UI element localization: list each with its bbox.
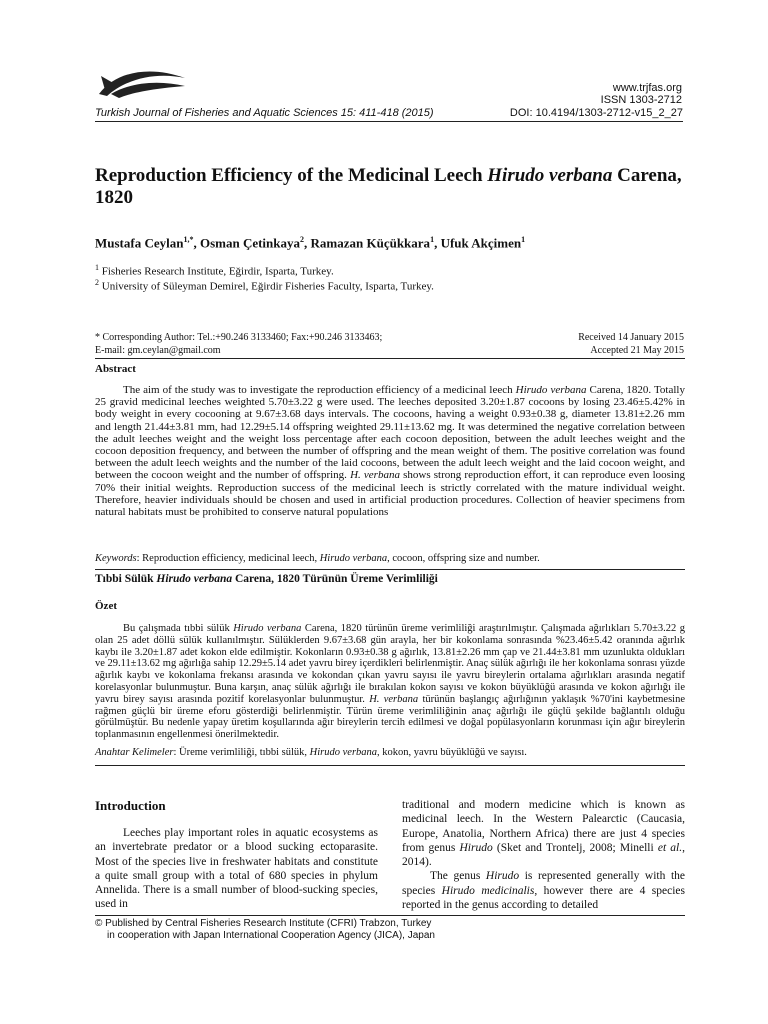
intro-column-left: Leeches play important roles in aquatic ecosystems as an invertebrate predator or a blood sucking ectoparasite. Most of the species live in freshwater habitats and constitute a quite small group with a total of 680 species in phylum Annelida. There is a small number of blood-sucking species, used in bbox=[95, 827, 378, 911]
journal-line bbox=[95, 107, 683, 119]
header-divider bbox=[95, 121, 683, 122]
turkish-abstract-heading: Özet bbox=[95, 600, 117, 612]
journal-name: Turkish Journal of Fisheries and Aquatic Sciences 15: 411-418 (2015) bbox=[95, 107, 434, 119]
turkish-title: Tıbbi Sülük Hirudo verbana Carena, 1820 Türünün Üreme Verimliliği bbox=[95, 573, 438, 585]
introduction-heading: Introduction bbox=[95, 798, 166, 813]
paper-title: Reproduction Efficiency of the Medicinal Leech Hirudo verbana Carena, 1820 bbox=[95, 165, 682, 208]
keywords: Keywords: Reproduction efficiency, medicinal leech, Hirudo verbana, cocoon, offspring size and number. bbox=[95, 553, 540, 564]
received-accepted-dates: Received 14 January 2015 Accepted 21 May 2015 bbox=[578, 332, 684, 356]
intro-column-right: traditional and modern medicine which is known as medicinal leech. In the Western Palearctic (Caucasia, Europe, Anatolia, Northern Africa) there are just 4 species from genus Hirudo (Sket and Trontelj, 2008; Minelli et al., 2014). The genus Hirudo is represented generally with the species Hirudo medicinalis, however there are 4 species reported in the genus according to detailed bbox=[402, 799, 686, 912]
corresponding-author: * Corresponding Author: Tel.:+90.246 3133460; Fax:+90.246 3133463; E-mail: gm.ceylan@gmail.com bbox=[95, 332, 383, 356]
author-email[interactable]: E-mail: gm.ceylan@gmail.com bbox=[95, 345, 221, 356]
section-divider bbox=[95, 358, 685, 359]
author-list: Mustafa Ceylan$^{1,*}$, Osman Çetinkaya$^2$, Ramazan Küçükkara$^1$, Ufuk Akçimen$^1$ bbox=[95, 235, 526, 251]
issn: ISSN 1303-2712 bbox=[600, 94, 682, 106]
abstract-heading: Abstract bbox=[95, 363, 136, 375]
turkish-keywords: Anahtar Kelimeler: Üreme verimliliği, tıbbi sülük, Hirudo verbana, kokon, yavru büyüklüğü ve sayısı. bbox=[95, 747, 527, 758]
fish-logo-icon bbox=[97, 64, 189, 100]
doi-link[interactable]: DOI: 10.4194/1303-2712-v15_2_27 bbox=[509, 107, 683, 119]
affiliation-2: $^2$ University of Süleyman Demirel, Eğirdir Fisheries Faculty, Isparta, Turkey. bbox=[95, 278, 434, 293]
publisher-footer: © Published by Central Fisheries Research Institute (CFRI) Trabzon, Turkey in cooperation with Japan International Cooperation Agency (JICA), Japan bbox=[95, 918, 435, 941]
affiliation-1: $^1$ Fisheries Research Institute, Eğirdir, Isparta, Turkey. bbox=[95, 263, 334, 278]
website-link[interactable]: www.trjfas.org bbox=[612, 82, 682, 94]
section-divider bbox=[95, 765, 685, 766]
turkish-abstract-text: Bu çalışmada tıbbi sülük Hirudo verbana Carena, 1820 türünün üreme verimliliği araştırılmıştır. Çalışmada ağırlıkları 5.70±3.22 g olan 25 adet döllü sülük kullanılmıştır. Sülüklerden 9.67±3.68 gün arayla, her bir kokonlama sonrasında %23.46±5.42 oranında ağırlık kaybı ile 3.20±1.87 adet kokon elde edilmiştir. Kokonların 0.93±0.38 g ağırlık, 13.81±2.26 mm çap ve 21.44±3.81 mm uzunlukta oldukları ve 29.11±13.62 mg ağırlığa sahip 12.29±5.14 adet yavru birey içerdikleri belirlenmiştir. Anaç sülük ağırlığı ile her kokonlama sonrası yüzde ağırlık kaybı ve kokonlama frekansı arasında ve kokondan çıkan yavru sayısı ile yavru bireylerin ortalama ağırlıkları arasında negatif korelasyonlar bulunmuştur. Buna karşın, anaç sülük ağırlığı ile bırakılan kokon sayısı ve kokon büyüklüğü arasında ve kokon ağırlığı ile yavru birey sayısı arasında pozitif korelasyonlar bulunmuştur. H. verbana türünün başlangıç ağırlığının yaklaşık %70'ini kaybetmesine rağmen güçlü bir üreme eforu gösterdiği belirlenmiştir. Türün üreme verimliliğinin anaç ağırlığı ile güçlü şekilde bağlantılı olduğu görülmüştür. Bu nedenle yapay üretim koşullarında ağır bireylerin tercih edilmesi ve doğal popülasyonların korunması için ağır bireylerin toplanmasının engellenmesi önerilmektedir. bbox=[95, 623, 685, 741]
journal-meta bbox=[601, 82, 682, 106]
abstract-text: The aim of the study was to investigate the reproduction efficiency of a medicinal leech Hirudo verbana Carena, 1820. Totally 25 gravid medicinal leeches weighted 5.70±3.22 g were used. The leeches deposited 3.20±1.87 cocoons by losing 23.46±5.42% in body weight in every cocooning at 9.67±3.68 days intervals. The cocoons, having a weight 0.93±0.38 g, diameter 13.81±2.26 mm and length 21.44±3.81 mm, had 12.29±5.14 offspring weighted 29.11±13.62 mg. It was determined the negative correlation between the adult leeches weight and the weight loss percentage after each cocoon deposition, between the adult leeches weight and the cocoon deposition frequency, and between the number of offspring and the mean weight of them. The positive correlation was found between the adult leech weights and the number of the laid cocoons, between the adult leech weight and the laid cocoon weight, and between the cocoon weight and the number of offspring. H. verbana shows strong reproduction effort, it can reproduce even loosing 70% their initial weights. Reproduction success of the medicinal leech is strictly correlated with the mature individual weight. Therefore, heavier individuals should be chosen and used in artificial production procedures. Collection of heavier specimens from natural habitats must be prohibited to conserve natural populations bbox=[95, 384, 685, 519]
section-divider bbox=[95, 569, 685, 570]
footer-divider bbox=[95, 915, 685, 916]
